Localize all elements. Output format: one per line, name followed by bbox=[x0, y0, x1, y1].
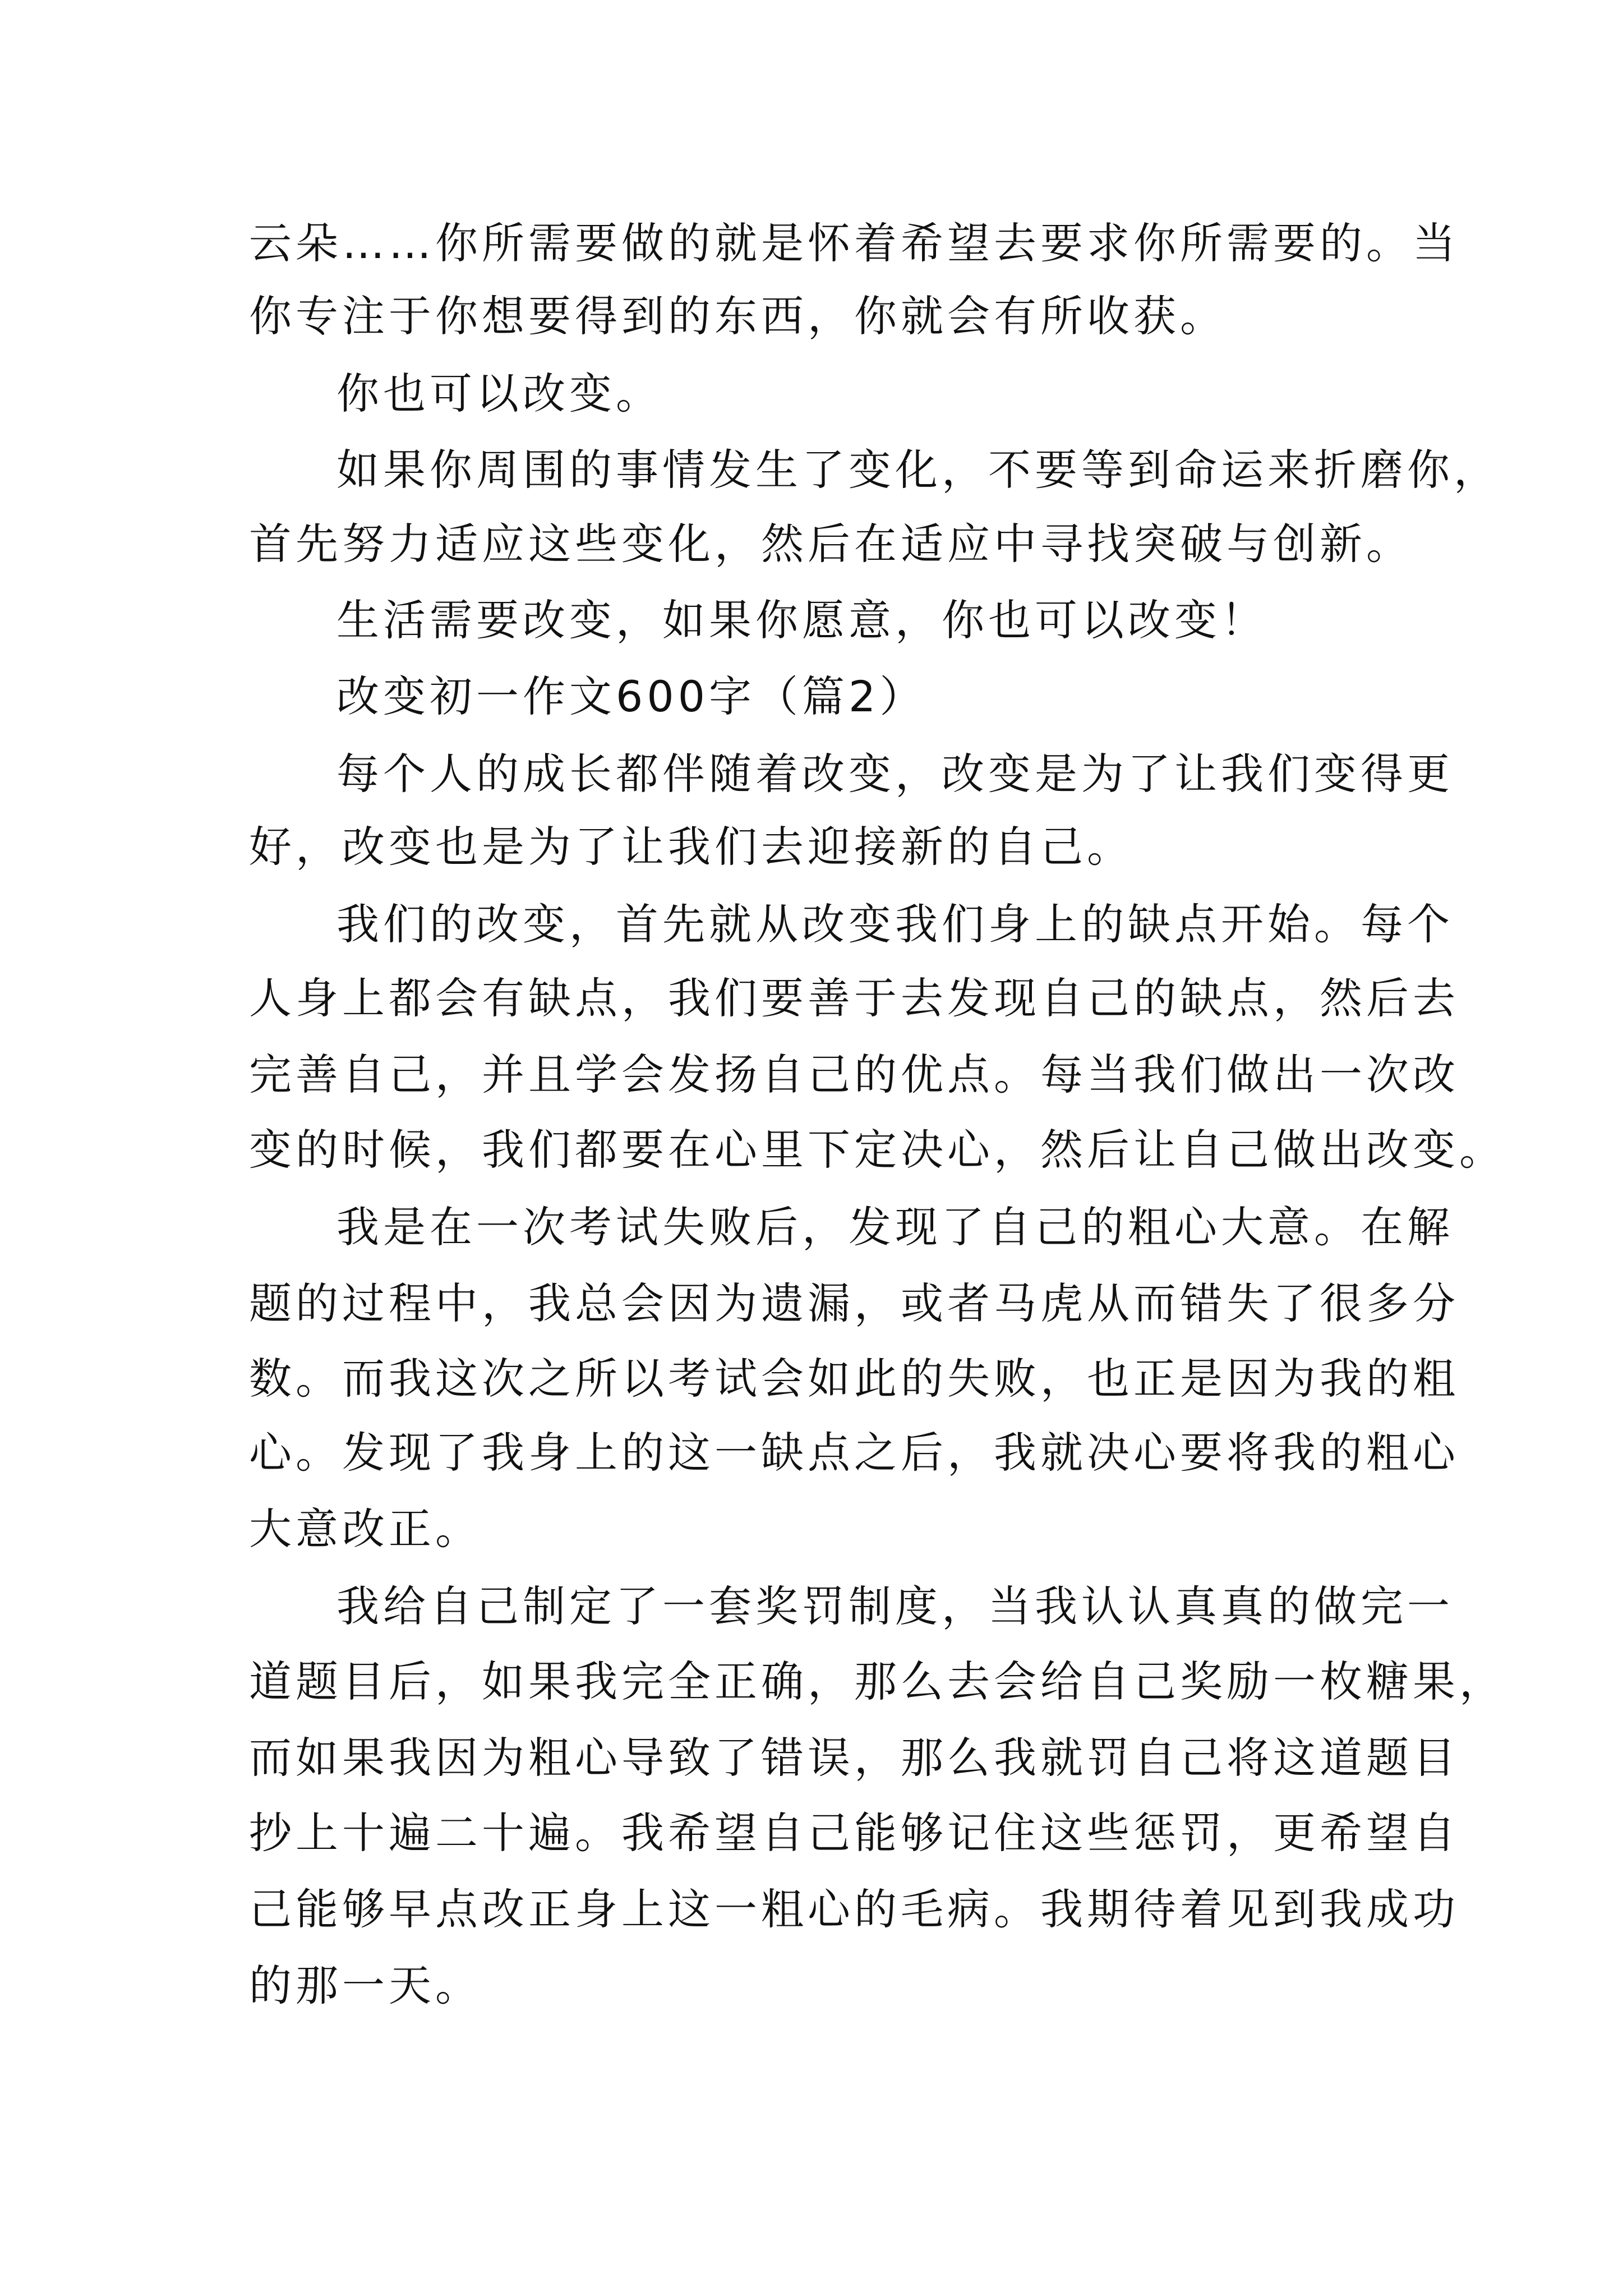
text-line: 道题目后，如果我完全正确，那么去会给自己奖励一枚糖果， bbox=[249, 1657, 1506, 1706]
text-line: 己能够早点改正身上这一粗心的毛病。我期待着见到我成功 bbox=[249, 1884, 1459, 1934]
text-line: 心。发现了我身上的这一缺点之后，我就决心要将我的粗心 bbox=[249, 1428, 1459, 1478]
text-line: 好，改变也是为了让我们去迎接新的自己。 bbox=[249, 822, 1133, 872]
text-line: 题的过程中，我总会因为遗漏，或者马虎从而错失了很多分 bbox=[249, 1278, 1459, 1328]
text-line: 而如果我因为粗心导致了错误，那么我就罚自己将这道题目 bbox=[249, 1733, 1459, 1783]
text-line: 我是在一次考试失败后，发现了自己的粗心大意。在解 bbox=[336, 1202, 1454, 1252]
text-line: 你也可以改变。 bbox=[336, 369, 662, 418]
text-line: 大意改正。 bbox=[249, 1504, 482, 1554]
text-line: 抄上十遍二十遍。我希望自己能够记住这些惩罚，更希望自 bbox=[249, 1808, 1459, 1858]
text-line: 我们的改变，首先就从改变我们身上的缺点开始。每个 bbox=[336, 899, 1454, 949]
text-line: 如果你周围的事情发生了变化，不要等到命运来折磨你， bbox=[336, 445, 1500, 495]
text-line: 人身上都会有缺点，我们要善于去发现自己的缺点，然后去 bbox=[249, 973, 1459, 1023]
text-line: 你专注于你想要得到的东西，你就会有所收获。 bbox=[249, 291, 1227, 341]
text-line: 首先努力适应这些变化，然后在适应中寻找突破与创新。 bbox=[249, 519, 1413, 569]
text-line: 数。而我这次之所以考试会如此的失败，也正是因为我的粗 bbox=[249, 1354, 1459, 1404]
text-line: 我给自己制定了一套奖罚制度，当我认认真真的做完一 bbox=[336, 1581, 1454, 1631]
text-line: 每个人的成长都伴随着改变，改变是为了让我们变得更 bbox=[336, 749, 1454, 799]
text-line: 生活需要改变，如果你愿意，你也可以改变！ bbox=[336, 595, 1267, 645]
text-line: 的那一天。 bbox=[249, 1961, 482, 2010]
text-line: 变的时候，我们都要在心里下定决心，然后让自己做出改变。 bbox=[249, 1125, 1506, 1175]
section-heading: 改变初一作文600字（篇2） bbox=[336, 671, 926, 721]
text-line: 云朵……你所需要做的就是怀着希望去要求你所需要的。当 bbox=[249, 218, 1459, 268]
text-line: 完善自己，并且学会发扬自己的优点。每当我们做出一次改 bbox=[249, 1050, 1459, 1099]
